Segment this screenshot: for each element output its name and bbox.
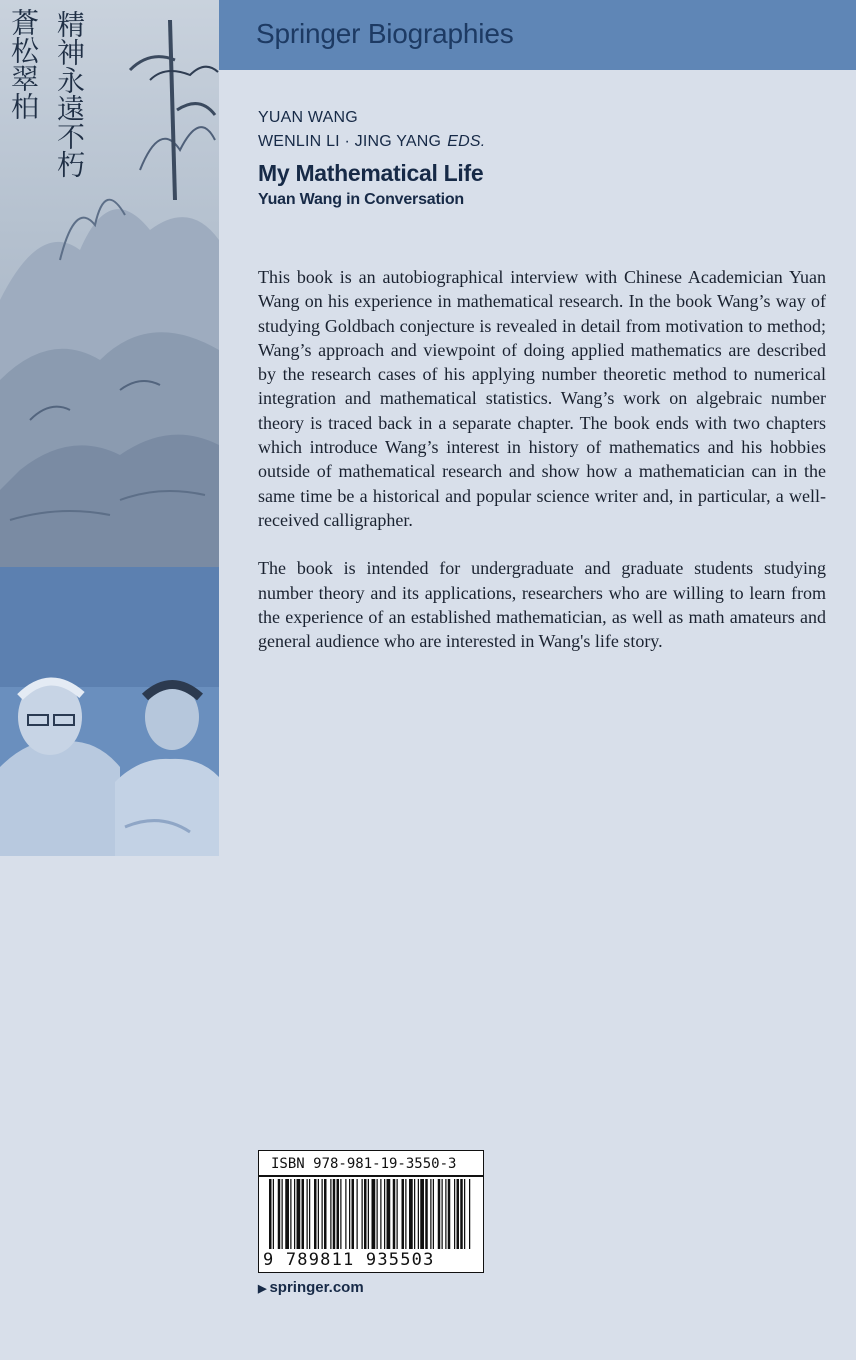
calligraphy-column-left: 蒼松翠柏 [7,8,40,120]
editors-suffix: EDS. [447,133,486,150]
calligraphy-column-right: 精神永遠不朽 [53,10,86,178]
blurb-paragraph-2: The book is intended for undergraduate and graduate students studying number theory and its applications, researchers who are willing to learn from the experience of an established mathematician, as well as math amateurs and general audience who are interested in Wang's life story. [258,558,826,652]
publisher-url: springer.com [269,1279,364,1296]
editors-line [258,130,485,154]
book-subtitle: Yuan Wang in Conversation [258,191,464,208]
isbn-label: ISBN 978-981-19-3550-3 [271,1156,457,1172]
isbn-barcode [258,1150,484,1273]
author-name: YUAN WANG [258,109,358,126]
series-title: Springer Biographies [256,18,514,49]
book-title: My Mathematical Life [258,160,484,186]
portrait-photo [0,567,219,856]
barcode-divider [259,1175,483,1177]
editors-names: WENLIN LI · JING YANG [258,133,442,150]
barcode-bars [267,1179,475,1251]
book-header [258,106,485,210]
play-arrow-icon: ▶ [258,1283,267,1295]
blurb-paragraph-1: This book is an autobiographical interview with Chinese Academician Yuan Wang on his experience in mathematical research. In the book Wang’s way of studying Goldbach conjecture is revealed in detail from motivation to method; Wang’s approach and viewpoint of doing applied mathematics are described by the research cases of his applying number theoretic method to numerical integration and mathematical statistics. Wang’s work on algebraic number theory is traced back in a separate chapter. The book ends with two chapters which introduce Wang’s interest in history of mathematics and his hobbies outside of mathematical research and show how a mathematician can in the same time be a historical and popular science writer and, in particular, a well-received calligrapher. [258,267,826,530]
back-cover-blurb [258,265,826,653]
barcode-digits: 9 789811 935503 [263,1250,435,1270]
cover-image-panel [0,0,219,856]
publisher-link[interactable] [258,1279,364,1296]
